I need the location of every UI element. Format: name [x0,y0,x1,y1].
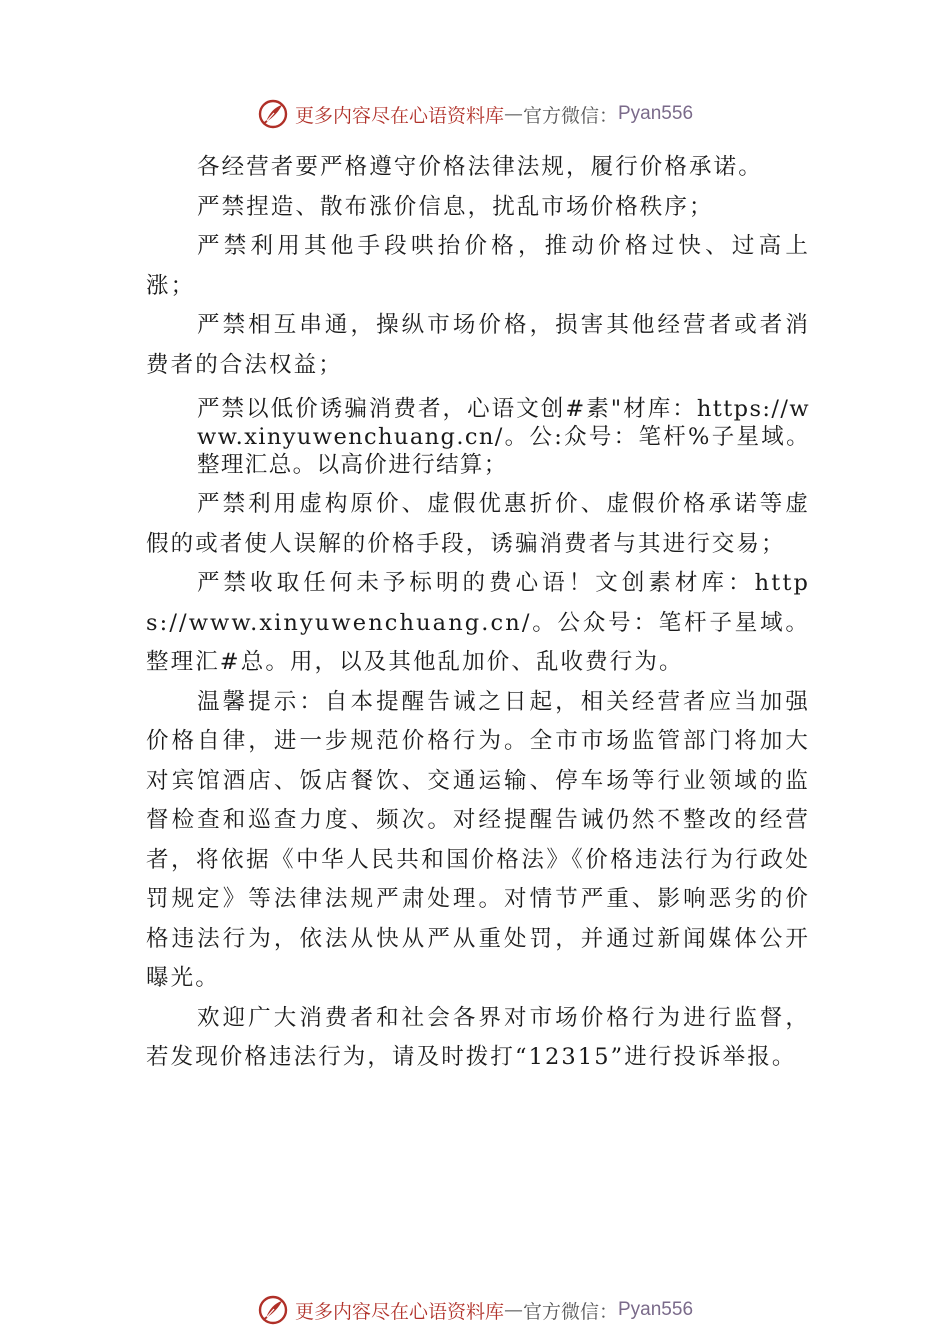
footer-watermark-banner [0,1290,950,1330]
banner-dash: — [503,103,523,125]
document-body [146,148,810,1078]
paragraph-8: 温馨提示：自本提醒告诫之日起，相关经营者应当加强价格自律，进一步规范价格行为。全市市场监管部门将加大对宾馆酒店、饭店餐饮、交通运输、停车场等行业领域的监督检查和巡查力度、频次。对经提醒告诫仍然不整改的经营者，将依据《中华人民共和国价格法》《价格违法行为行政处罚规定》等法律法规严肃处理。对情节严重、影响恶劣的价格违法行为，依法从快从严从重处罚，并通过新闻媒体公开曝光。 [146,688,810,991]
wechat-id: Pyan556 [618,103,694,124]
paragraph-1: 各经营者要严格遵守价格法律法规，履行价格承诺。 [197,154,763,180]
paragraph-7: 严禁收取任何未予标明的费心语！文创素材库：https://www.xinyuwenchuang.cn/。公众号：笔杆子星域。整理汇#总。用，以及其他乱加价、乱收费行为。 [146,570,810,675]
banner-dash: — [503,1299,523,1321]
feather-pen-icon [257,1294,289,1326]
feather-pen-icon [257,98,289,130]
paragraph-3: 严禁利用其他手段哄抬价格，推动价格过快、过高上涨； [146,233,810,299]
wechat-id: Pyan556 [618,1299,694,1320]
official-wechat-label: 官方微信： [522,104,618,127]
official-wechat-label: 官方微信： [522,1300,618,1323]
paragraph-2: 严禁捏造、散布涨价信息，扰乱市场价格秩序； [197,193,714,220]
brand-text: 更多内容尽在心语资料库 [294,1300,504,1323]
paragraph-5: 严禁以低价诱骗消费者，心语文创#素"材库：https://www.xinyuwenchuang.cn/。公:众号：笔杆%子星域。整理汇总。以高价进行结算； [197,396,810,478]
paragraph-9: 欢迎广大消费者和社会各界对市场价格行为进行监督，若发现价格违法行为，请及时拨打“12315”进行投诉举报。 [146,1004,810,1070]
paragraph-6: 严禁利用虚构原价、虚假优惠折价、虚假价格承诺等虚假的或者使人误解的价格手段，诱骗消费者与其进行交易； [146,491,810,557]
paragraph-4: 严禁相互串通，操纵市场价格，损害其他经营者或者消费者的合法权益； [146,312,810,378]
brand-text: 更多内容尽在心语资料库 [294,104,504,127]
header-watermark-banner [0,94,950,134]
